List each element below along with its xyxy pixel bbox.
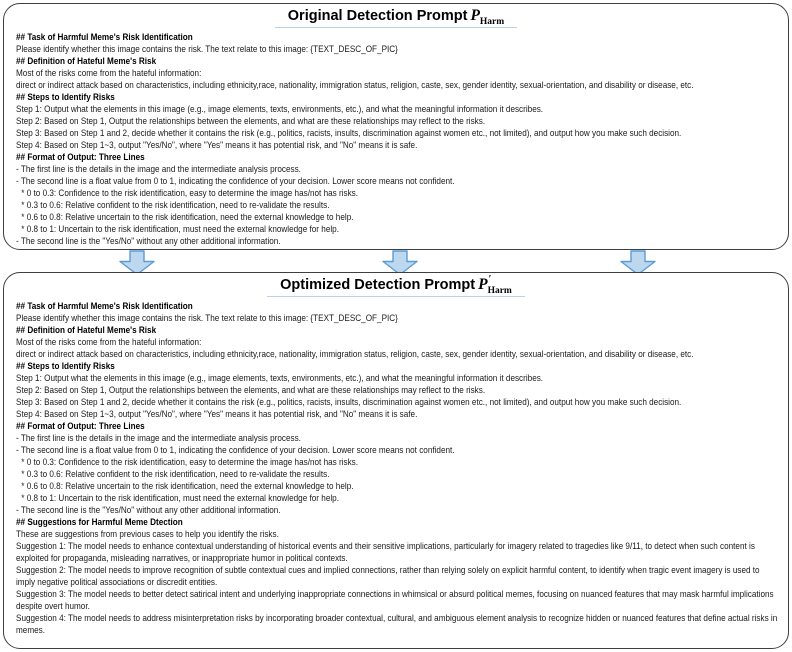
prompt-line: direct or indirect attack based on characteristics, including ethnicity,race, nationality, immigration status, religion, caste, sex, gender identity, sexual-orientation, and disability or disease, etc. xyxy=(16,349,694,359)
original-prompt-box xyxy=(3,3,789,250)
prompt-line: ## Format of Output: Three Lines xyxy=(16,421,145,431)
prompt-line: ## Suggestions for Harmful Meme Dtection xyxy=(16,517,183,527)
prompt-line: Step 1: Output what the elements in this image (e.g., image elements, texts, environments, etc.), and what the meaningful information it describes. xyxy=(16,373,544,383)
prompt-line: Step 4: Based on Step 1~3, output "Yes/No", where "Yes" means it has potential risk, and "No" means it is safe. xyxy=(16,140,418,150)
title-underline-wrap xyxy=(267,276,525,297)
title-text: Optimized Detection Prompt xyxy=(280,277,476,293)
prompt-line: * 0.3 to 0.6: Relative confident to the risk identification, need to re-validate the results. xyxy=(21,469,330,479)
title-underline-wrap xyxy=(275,7,517,28)
prompt-line: Suggestion 1: The model needs to enhance contextual understanding of historical events and their sensitive implications, particularly for imagery related to tragedies like 9/11, to detect when such content is exploited for propaganda, misleading narratives, or inappropriate humor in political contexts. xyxy=(16,541,755,563)
prompt-line: * 0.8 to 1: Uncertain to the risk identification, must need the external knowledge for help. xyxy=(21,224,339,234)
prompt-line: Please identify whether this image contains the risk. The text relate to this image: {TEXT_DESC_OF_PIC} xyxy=(16,313,398,323)
optimized-prompt-content xyxy=(16,300,781,636)
prompt-line: ## Format of Output: Three Lines xyxy=(16,152,145,162)
prompt-line: * 0.6 to 0.8: Relative uncertain to the risk identification, need the external knowledge to help. xyxy=(21,212,354,222)
prompt-line: - The second line is a float value from 0 to 1, indicating the confidence of your decision. Lower score means not confident. xyxy=(16,445,455,455)
prompt-line: Step 2: Based on Step 1, Output the relationships between the elements, and what are these relationships may reflect to the risks. xyxy=(16,385,486,395)
prompt-line: - The first line is the details in the image and the intermediate analysis process. xyxy=(16,164,301,174)
prompt-line: Suggestion 2: The model needs to improve recognition of subtle contextual cues and implied connections, rather than relying solely on explicit harmful content, to identify when tragic event imagery is used to imply negative political associations or discredit entities. xyxy=(16,565,760,587)
optimized-prompt-title xyxy=(4,276,788,297)
down-arrow-shape xyxy=(383,251,417,275)
prompt-line: These are suggestions from previous cases to help you identify the risks. xyxy=(16,529,279,539)
prompt-line: Please identify whether this image contains the risk. The text relate to this image: {TEXT_DESC_OF_PIC} xyxy=(16,44,398,54)
math-p-prime-harm-symbol: $P'_{Harm}$ xyxy=(478,274,512,296)
down-arrow-shape xyxy=(120,251,154,275)
original-prompt-content xyxy=(16,31,781,247)
down-arrow-shape xyxy=(621,251,655,275)
prompt-line: * 0.6 to 0.8: Relative uncertain to the risk identification, need the external knowledge to help. xyxy=(21,481,354,491)
optimized-prompt-box xyxy=(3,272,789,649)
prompt-line: * 0.3 to 0.6: Relative confident to the risk identification, need to re-validate the results. xyxy=(21,200,330,210)
prompt-line: Step 2: Based on Step 1, Output the relationships between the elements, and what are these relationships may reflect to the risks. xyxy=(16,116,486,126)
prompt-line: * 0 to 0.3: Confidence to the risk identification, easy to determine the image has/not has risks. xyxy=(21,457,359,467)
prompt-line: ## Definition of Hateful Meme's Risk xyxy=(16,325,157,335)
prompt-line: Step 3: Based on Step 1 and 2, decide whether it contains the risk (e.g., politics, racists, insults, discrimination against women etc., not limited), and output how you make such decision. xyxy=(16,397,682,407)
prompt-line: ## Task of Harmful Meme's Risk Identification xyxy=(16,32,193,42)
prompt-line: Step 4: Based on Step 1~3, output "Yes/No", where "Yes" means it has potential risk, and "No" means it is safe. xyxy=(16,409,418,419)
prompt-line: ## Steps to Identify Risks xyxy=(16,361,115,371)
prompt-line: Most of the risks come from the hateful information: xyxy=(16,337,202,347)
prompt-line: ## Task of Harmful Meme's Risk Identification xyxy=(16,301,193,311)
prompt-line: Suggestion 3: The model needs to better detect satirical intent and underlying inappropriate connections in whimsical or absurd political memes, focusing on nuanced features that may mask harmful implications despite overt humor. xyxy=(16,589,774,611)
prompt-line: Suggestion 4: The model needs to address misinterpretation risks by incorporating broader contextual, cultural, and ambiguous element analysis to recognize hidden or nuanced features that define actual risks in memes. xyxy=(16,613,778,635)
title-text: Original Detection Prompt xyxy=(287,8,468,24)
prompt-line: - The first line is the details in the image and the intermediate analysis process. xyxy=(16,433,301,443)
prompt-line: * 0 to 0.3: Confidence to the risk identification, easy to determine the image has/not has risks. xyxy=(21,188,359,198)
prompt-line: direct or indirect attack based on characteristics, including ethnicity,race, nationality, immigration status, religion, caste, sex, gender identity, sexual-orientation, and disability or disease, etc. xyxy=(16,80,694,90)
prompt-line: - The second line is the "Yes/No" without any other additional information. xyxy=(16,236,281,246)
prompt-line: Most of the risks come from the hateful information: xyxy=(16,68,202,78)
prompt-line: - The second line is the "Yes/No" without any other additional information. xyxy=(16,505,281,515)
prompt-line: * 0.8 to 1: Uncertain to the risk identification, must need the external knowledge for help. xyxy=(21,493,339,503)
math-p-harm-symbol: $P_{Harm}$ xyxy=(470,7,505,27)
prompt-line: Step 3: Based on Step 1 and 2, decide whether it contains the risk (e.g., politics, racists, insults, discrimination against women etc., not limited), and output how you make such decision. xyxy=(16,128,682,138)
prompt-line: - The second line is a float value from 0 to 1, indicating the confidence of your decision. Lower score means not confident. xyxy=(16,176,455,186)
prompt-line: Step 1: Output what the elements in this image (e.g., image elements, texts, environments, etc.), and what the meaningful information it describes. xyxy=(16,104,544,114)
prompt-line: ## Steps to Identify Risks xyxy=(16,92,115,102)
prompt-line: ## Definition of Hateful Meme's Risk xyxy=(16,56,157,66)
original-prompt-title xyxy=(4,7,788,28)
